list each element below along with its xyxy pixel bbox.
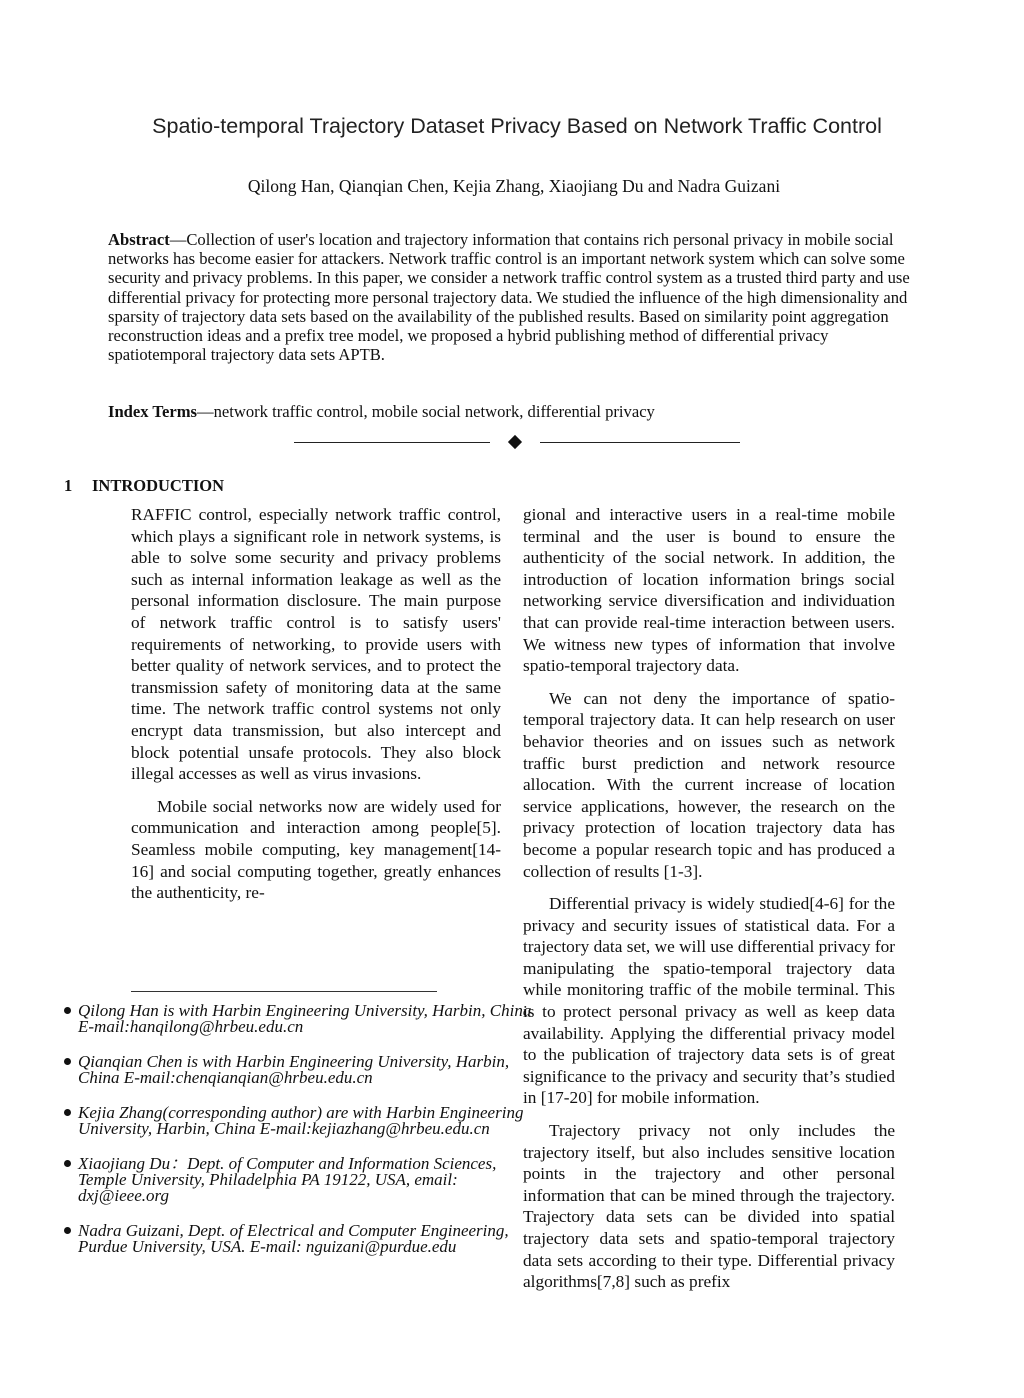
- footnote-item: [64, 1003, 534, 1035]
- section-heading: [64, 476, 224, 496]
- footnote-text: Qilong Han is with Harbin Engineering University, Harbin, China E-mail:hanqilong@hrbeu.edu.cn: [78, 1001, 532, 1036]
- bullet-icon: [64, 1109, 71, 1116]
- author-list: Qilong Han, Qianqian Chen, Kejia Zhang, Xiaojiang Du and Nadra Guizani: [247, 176, 781, 196]
- abstract: [108, 230, 928, 364]
- footnote-text: Nadra Guizani, Dept. of Electrical and Computer Engineering, Purdue University, USA. E-mail: nguizani@purdue.edu: [78, 1221, 509, 1256]
- diamond-icon: [508, 435, 522, 449]
- index-terms-label: Index Terms: [108, 402, 197, 421]
- footnote-rule: [131, 991, 437, 992]
- paragraph: Differential privacy is widely studied[4-6] for the privacy and security issues of statistical data. For a trajectory data set, we will use differential privacy for manipulating the spatio-temporal trajectory data while monitoring traffic of the mobile terminal. This is to protect personal privacy as well as keep data availability. Applying the differential privacy model to the publication of trajectory data sets is of great significance to the privacy and security that’s studied in [17-20] for mobile information.: [523, 894, 895, 1108]
- right-column: [523, 504, 895, 1304]
- paragraph: Mobile social networks now are widely used for communication and interaction among people[5]. Seamless mobile computing, key management[14-16] and social computing together, greatly enhances the authenticity, re-: [131, 796, 501, 903]
- paragraph: gional and interactive users in a real-time mobile terminal and the user is bound to ensure the authenticity of the social network. In addition, the introduction of location information brings social networking service diversification and individuation that can provide real-time interaction between users. We witness new types of information that involve spatio-temporal trajectory data.: [523, 505, 895, 676]
- paragraph: RAFFIC control, especially network traffic control, which plays a significant role in network systems, is able to solve some security and privacy problems such as internal information leakage as well as the personal information disclosure. The main purpose of network traffic control is to satisfy users' requirements of networking, to provide users with better quality of network services, and to protect the transmission safety of monitoring data at the same time. The network traffic control systems not only encrypt data transmission, but also intercept and block potential unsafe protocols. They also block illegal accesses as well as virus invasions.: [131, 505, 501, 784]
- author-footnotes: [64, 1003, 534, 1274]
- separator-line-right: [540, 442, 740, 443]
- index-terms-text: —network traffic control, mobile social network, differential privacy: [196, 402, 655, 421]
- footnote-text: Qianqian Chen is with Harbin Engineering University, Harbin, China E-mail:chenqianqian@hrbeu.edu.cn: [78, 1052, 510, 1087]
- bullet-icon: [64, 1160, 71, 1167]
- footnote-item: [64, 1105, 534, 1137]
- section-separator: [290, 433, 750, 453]
- footnote-text: Kejia Zhang(corresponding author) are with Harbin Engineering University, Harbin, China E-mail:kejiazhang@hrbeu.edu.cn: [78, 1103, 524, 1138]
- left-column: [131, 504, 501, 915]
- section-number: 1: [64, 476, 73, 495]
- paragraph: We can not deny the importance of spatio-temporal trajectory data. It can help research on user behavior theories and on issues such as network traffic burst prediction and network resource allocation. With the current increase of location service applications, however, the research on the privacy protection of location trajectory data has become a popular research topic and has produced a collection of results [1-3].: [523, 688, 895, 881]
- separator-line-left: [294, 442, 490, 443]
- footnote-item: [64, 1223, 534, 1255]
- abstract-text: —Collection of user's location and trajectory information that contains rich personal privacy in mobile social networks has become easier for attackers. Network traffic control is an important network system which can solve some security and privacy problems. In this paper, we consider a network traffic control system as a trusted third party and use differential privacy for protecting more personal trajectory data. We studied the influence of the high dimensionality and sparsity of trajectory data sets based on the availability of the published results. Based on similarity point aggregation reconstruction ideas and a prefix tree model, we proposed a hybrid publishing method of differential privacy spatiotemporal trajectory data sets APTB.: [108, 230, 910, 365]
- paragraph: Trajectory privacy not only includes the trajectory itself, but also includes sensitive location points in the trajectory and other personal information that can be mined through the trajectory. Trajectory data sets can be divided into spatial trajectory data sets and spatio-temporal trajectory data sets according to their type. Differential privacy algorithms[7,8] such as prefix: [523, 1121, 895, 1292]
- bullet-icon: [64, 1007, 71, 1014]
- footnote-text: Xiaojiang Du：Dept. of Computer and Information Sciences, Temple University, Philadelphia PA 19122, USA, email: dxj@ieee.org: [78, 1154, 497, 1205]
- bullet-icon: [64, 1058, 71, 1065]
- index-terms: [108, 402, 928, 422]
- footnote-item: [64, 1054, 534, 1086]
- paper-title: Spatio-temporal Trajectory Dataset Privacy Based on Network Traffic Control: [152, 114, 882, 138]
- section-title: INTRODUCTION: [92, 476, 225, 495]
- bullet-icon: [64, 1227, 71, 1234]
- abstract-label: Abstract: [108, 230, 170, 249]
- footnote-item: [64, 1156, 534, 1204]
